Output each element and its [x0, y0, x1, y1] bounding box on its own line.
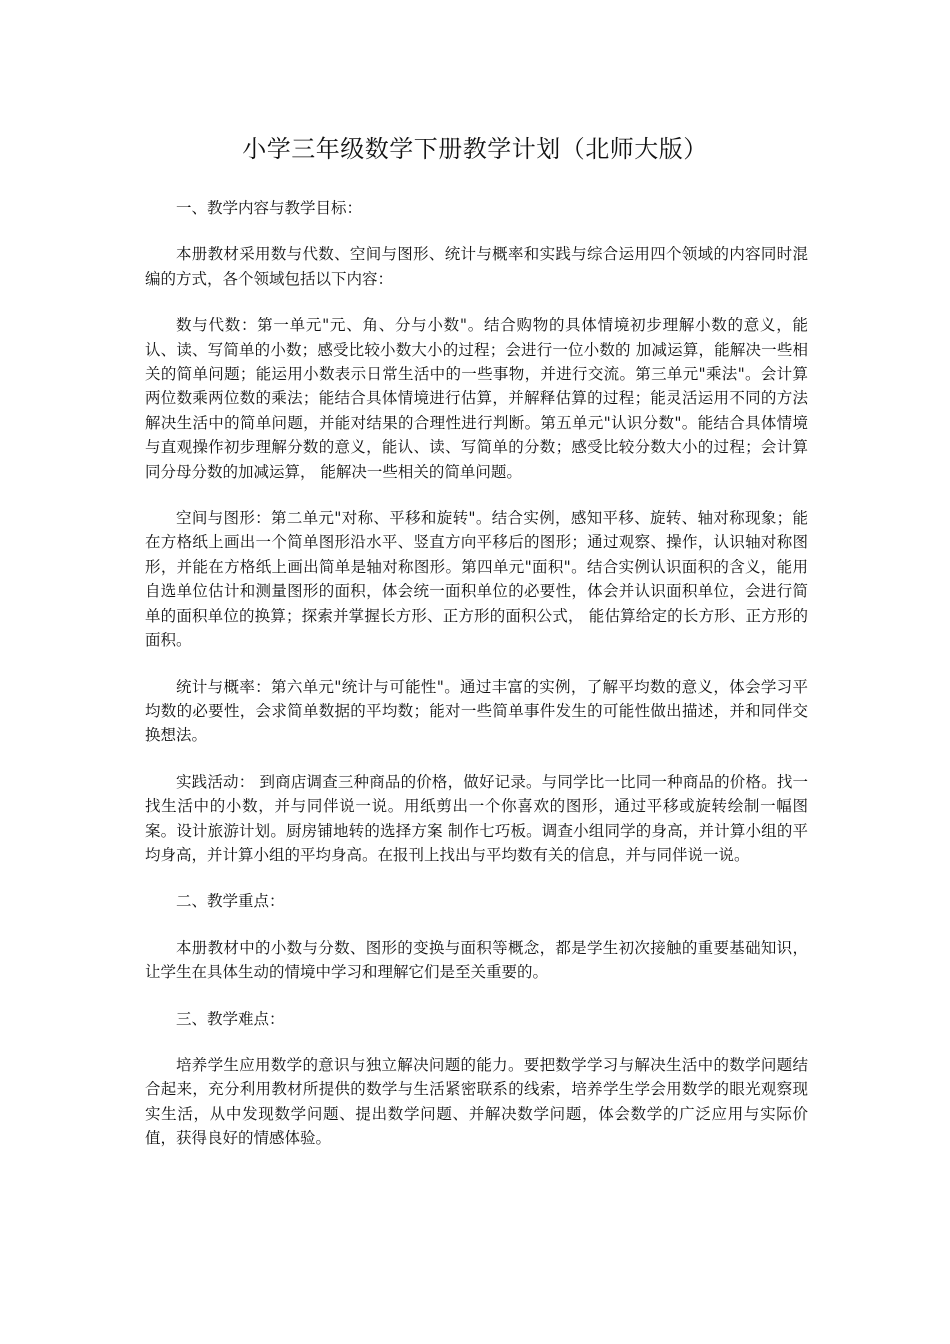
practice-paragraph: 实践活动： 到商店调查三种商品的价格，做好记录。与同学比一比同一种商品的价格。找一找生活中的小数，并与同伴说一说。用纸剪出一个你喜欢的图形，通过平移或旋转绘制一幅图案。设计旅游计划。厨房铺地转的选择方案 制作七巧板。调查小组同学的身高，并计算小组的平均身高，并计算小组的平均身高。在报刊上找出与平均数有关的信息，并与同伴说一说。	[145, 772, 808, 864]
number-algebra-paragraph: 数与代数：第一单元"元、角、分与小数"。结合购物的具体情境初步理解小数的意义，能认、读、写简单的小数；感受比较小数大小的过程；会进行一位小数的 加减运算，能解决一些相关的简单问题；能运用小数表示日常生活中的一些事物，并进行交流。第三单元"乘法"。会计算两位数乘两位数的乘法；能结合具体情境进行估算，并解释估算的过程；能灵活运用不同的方法解决生活中的简单问题，并能对结果的合理性进行判断。第五单元"认识分数"。能结合具体情境与直观操作初步理解分数的意义，能认、读、写简单的分数；感受比较分数大小的过程；会计算同分母分数的加减运算， 能解决一些相关的简单问题。	[145, 316, 808, 481]
section1-heading: 一、教学内容与教学目标：	[176, 199, 363, 217]
difficulties-paragraph: 培养学生应用数学的意识与独立解决问题的能力。要把数学学习与解决生活中的数学问题结合起来，充分利用教材所提供的数学与生活紧密联系的线索，培养学生学会用数学的眼光观察现实生活，从中发现数学问题、提出数学问题、并解决数学问题，体会数学的广泛应用与实际价值，获得良好的情感体验。	[145, 1055, 808, 1148]
section3-heading: 三、教学难点：	[176, 1009, 285, 1028]
document-title: 小学三年级数学下册教学计划（北师大版）	[242, 135, 708, 163]
section2-heading: 二、教学重点：	[176, 892, 285, 911]
space-shape-paragraph: 空间与图形：第二单元"对称、平移和旋转"。结合实例，感知平移、旋转、轴对称现象；能在方格纸上画出一个简单图形沿水平、竖直方向平移后的图形；通过观察、操作，认识轴对称图形，并能在方格纸上画出简单是轴对称图形。第四单元"面积"。结合实例认识面积的含义，能用自选单位估计和测量图形的面积，体会统一面积单位的必要性，体会并认识面积单位，会进行简单的面积单位的换算；探索并掌握长方形、正方形的面积公式， 能估算给定的长方形、正方形的面积。	[145, 509, 808, 650]
statistics-paragraph: 统计与概率：第六单元"统计与可能性"。通过丰富的实例，了解平均数的意义，体会学习平均数的必要性，会求简单数据的平均数；能对一些简单事件发生的可能性做出描述，并和同伴交换想法。	[145, 677, 808, 745]
intro-paragraph: 本册教材采用数与代数、空间与图形、统计与概率和实践与综合运用四个领域的内容同时混编的方式，各个领域包括以下内容：	[145, 245, 808, 288]
key-points-paragraph: 本册教材中的小数与分数、图形的变换与面积等概念，都是学生初次接触的重要基础知识，让学生在具体生动的情境中学习和理解它们是至关重要的。	[145, 938, 808, 982]
document-body	[145, 196, 808, 1151]
